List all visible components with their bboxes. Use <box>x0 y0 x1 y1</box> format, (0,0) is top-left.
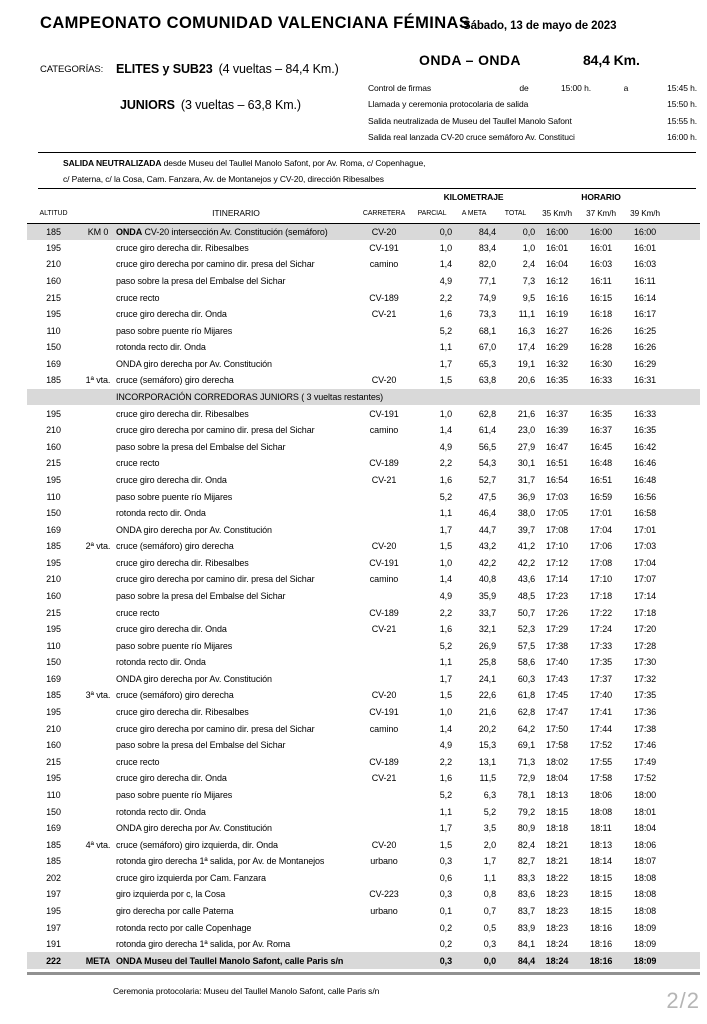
event-date: Sábado, 13 de mayo de 2023 <box>463 20 617 32</box>
itinerary-row: 191 rotonda giro derecha 1ª salida, por Av. Roma 0,2 0,3 84,1 18:24 18:16 18:09 <box>27 936 700 953</box>
schedule-row <box>365 113 697 129</box>
itinerary-row: 195 cruce giro derecha dir. Onda CV-21 1,6 52,7 31,7 16:54 16:51 16:48 <box>27 472 700 489</box>
schedule-label: Salida real lanzada CV-20 cruce semáforo Av. Constituci <box>368 132 575 143</box>
race-route: ONDA – ONDA <box>419 52 521 68</box>
note-line2: c/ Paterna, c/ la Cosa, Cam. Fanzara, Av. de Montanejos y CV-20, dirección Ribesalbes <box>63 173 384 184</box>
itinerary-cell: cruce giro derecha dir. Onda <box>116 474 227 485</box>
itinerary-cell: cruce giro derecha por camino dir. presa del Sichar <box>116 425 315 436</box>
itinerary-table <box>27 189 700 969</box>
itinerary-cell: paso sobre la presa del Embalse del Sichar <box>116 441 286 452</box>
itinerary-row: 195 cruce giro derecha dir. Ribesalbes CV-191 1,0 21,6 62,8 17:47 17:41 17:36 <box>27 704 700 721</box>
itinerary-row: 222 META ONDA Museu del Taullel Manolo Safont, calle Paris s/n 0,3 0,0 84,4 18:24 18:16 18:09 <box>27 952 700 969</box>
category-juniors <box>120 98 301 112</box>
itinerary-row: 185 2ª vta. cruce (semáforo) giro derecha CV-20 1,5 43,2 41,2 17:10 17:06 17:03 <box>27 538 700 555</box>
itinerary-row: 185 1ª vta. cruce (semáforo) giro derecha CV-20 1,5 63,8 20,6 16:35 16:33 16:31 <box>27 372 700 389</box>
itinerary-row: 210 cruce giro derecha por camino dir. presa del Sichar camino 1,4 82,0 2,4 16:04 16:03 16:03 <box>27 256 700 273</box>
ceremony-note: Ceremonia protocolaria: Museu del Taullel Manolo Safont, calle Paris s/n <box>113 986 380 996</box>
race-distance: 84,4 Km. <box>583 52 640 68</box>
itinerary-row: 210 cruce giro derecha por camino dir. presa del Sichar camino 1,4 20,2 64,2 17:50 17:44 17:38 <box>27 720 700 737</box>
itinerary-row: 202 cruce giro izquierda por Cam. Fanzara 0,6 1,1 83,3 18:22 18:15 18:08 <box>27 870 700 887</box>
group-kilometraje: KILOMETRAJE <box>443 191 504 202</box>
itinerary-cell: ONDA giro derecha por Av. Constitución <box>116 358 272 369</box>
itinerary-cell: cruce giro derecha dir. Onda <box>116 773 227 784</box>
col-parcial: PARCIAL <box>412 204 452 223</box>
itinerary-cell: cruce giro derecha dir. Ribesalbes <box>116 707 249 718</box>
itinerary-cell: rotonda recto dir. Onda <box>116 508 206 519</box>
category-elites-name: ELITES y SUB23 <box>116 62 213 76</box>
itinerary-cell: cruce (semáforo) giro derecha <box>116 541 234 552</box>
itinerary-cell: cruce giro derecha dir. Ribesalbes <box>116 242 249 253</box>
itinerary-cell: ONDA giro derecha por Av. Constitución <box>116 524 272 535</box>
schedule-de: de <box>519 83 529 94</box>
itinerary-cell: rotonda giro derecha 1ª salida, por Av. Roma <box>116 939 291 950</box>
schedule-start-time: 15:00 h. <box>561 83 591 94</box>
itinerary-cell: cruce recto <box>116 607 160 618</box>
itinerary-cell: cruce giro derecha dir. Onda <box>116 309 227 320</box>
itinerary-row: 169 ONDA giro derecha por Av. Constitución 1,7 44,7 39,7 17:08 17:04 17:01 <box>27 521 700 538</box>
schedule-label: Control de firmas <box>368 83 432 94</box>
itinerary-cell: cruce giro derecha dir. Ribesalbes <box>116 557 249 568</box>
itinerary-cell: cruce giro derecha por camino dir. presa del Sichar <box>116 574 315 585</box>
itinerary-cell: paso sobre puente río Mijares <box>116 491 233 502</box>
itinerary-cell: rotonda recto dir. Onda <box>116 657 206 668</box>
schedule-label: Llamada y ceremonia protocolaria de salida <box>368 99 529 110</box>
col-itinerario: ITINERARIO <box>116 204 356 223</box>
schedule-time: 15:45 h. <box>667 83 697 94</box>
itinerary-cell: rotonda giro derecha 1ª salida, por Av. de Montanejos <box>116 856 325 867</box>
itinerary-row: 195 cruce giro derecha dir. Ribesalbes CV-191 1,0 83,4 1,0 16:01 16:01 16:01 <box>27 240 700 257</box>
col-39kmh: 39 Km/h <box>623 204 667 223</box>
itinerary-row: 215 cruce recto CV-189 2,2 54,3 30,1 16:51 16:48 16:46 <box>27 455 700 472</box>
itinerary-cell: paso sobre puente río Mijares <box>116 325 233 336</box>
itinerary-row: 195 giro derecha por calle Paterna urbano 0,1 0,7 83,7 18:23 18:15 18:08 <box>27 903 700 920</box>
note-lead: SALIDA NEUTRALIZADA <box>63 158 162 168</box>
itinerary-row: 185 rotonda giro derecha 1ª salida, por Av. de Montanejos urbano 0,3 1,7 82,7 18:21 18:14 18:07 <box>27 853 700 870</box>
col-37kmh: 37 Km/h <box>579 204 623 223</box>
column-header-row <box>27 204 700 223</box>
divider-line <box>38 152 696 153</box>
itinerary-row: 160 paso sobre la presa del Embalse del Sichar 4,9 77,1 7,3 16:12 16:11 16:11 <box>27 273 700 290</box>
itinerary-row: 197 rotonda recto por calle Copenhage 0,2 0,5 83,9 18:23 18:16 18:09 <box>27 919 700 936</box>
itinerary-row: 169 ONDA giro derecha por Av. Constitución 1,7 3,5 80,9 18:18 18:11 18:04 <box>27 820 700 837</box>
itinerary-row: 150 rotonda recto dir. Onda 1,1 5,2 79,2 18:15 18:08 18:01 <box>27 803 700 820</box>
itinerary-row: 215 cruce recto CV-189 2,2 33,7 50,7 17:26 17:22 17:18 <box>27 604 700 621</box>
race-info-block <box>365 52 697 145</box>
itinerary-body <box>27 223 700 969</box>
itinerary-row: 185 3ª vta. cruce (semáforo) giro derecha CV-20 1,5 22,6 61,8 17:45 17:40 17:35 <box>27 687 700 704</box>
itinerary-cell: ONDA giro derecha por Av. Constitución <box>116 823 272 834</box>
itinerary-cell: paso sobre la presa del Embalse del Sichar <box>116 740 286 751</box>
section-label: INCORPORACIÓN CORREDORAS JUNIORS ( 3 vueltas restantes) <box>116 389 700 406</box>
schedule-row <box>365 80 697 96</box>
itinerary-cell: paso sobre puente río Mijares <box>116 640 233 651</box>
itinerary-cell: giro izquierda por c, la Cosa <box>116 889 226 900</box>
itinerary-cell: cruce giro derecha dir. Ribesalbes <box>116 408 249 419</box>
col-spacer <box>667 204 700 223</box>
itinerary-cell: paso sobre puente río Mijares <box>116 789 233 800</box>
section-row <box>27 389 700 406</box>
itinerary-row: 169 ONDA giro derecha por Av. Constitución 1,7 24,1 60,3 17:43 17:37 17:32 <box>27 671 700 688</box>
itinerary-row: 160 paso sobre la presa del Embalse del Sichar 4,9 56,5 27,9 16:47 16:45 16:42 <box>27 439 700 456</box>
category-juniors-detail: (3 vueltas – 63,8 Km.) <box>180 98 301 112</box>
itinerary-row: 110 paso sobre puente río Mijares 5,2 68,1 16,3 16:27 16:26 16:25 <box>27 322 700 339</box>
page-title: CAMPEONATO COMUNIDAD VALENCIANA FÉMINAS <box>40 14 471 32</box>
group-header-row <box>27 189 700 204</box>
itinerary-cell: ONDA giro derecha por Av. Constitución <box>116 673 272 684</box>
race-head <box>365 52 697 68</box>
itinerary-row: 195 cruce giro derecha dir. Onda CV-21 1,6 73,3 11,1 16:19 16:18 16:17 <box>27 306 700 323</box>
itinerary-row: 215 cruce recto CV-189 2,2 74,9 9,5 16:16 16:15 16:14 <box>27 289 700 306</box>
itinerary-row: 150 rotonda recto dir. Onda 1,1 46,4 38,0 17:05 17:01 16:58 <box>27 505 700 522</box>
category-elites-detail: (4 vueltas – 84,4 Km.) <box>218 62 339 76</box>
note-line1: desde Museu del Taullel Manolo Safont, por Av. Roma, c/ Copenhague, <box>161 158 426 168</box>
itinerary-row: 110 paso sobre puente río Mijares 5,2 26,9 57,5 17:38 17:33 17:28 <box>27 637 700 654</box>
schedule-row <box>365 96 697 112</box>
itinerary-row: 160 paso sobre la presa del Embalse del Sichar 4,9 15,3 69,1 17:58 17:52 17:46 <box>27 737 700 754</box>
itinerary-cell: rotonda recto por calle Copenhage <box>116 922 252 933</box>
schedule-time: 15:50 h. <box>667 99 697 110</box>
itinerary-cell: rotonda recto dir. Onda <box>116 342 206 353</box>
itinerary-row: 210 cruce giro derecha por camino dir. presa del Sichar camino 1,4 40,8 43,6 17:14 17:10 17:07 <box>27 571 700 588</box>
itinerary-row: 110 paso sobre puente río Mijares 5,2 6,3 78,1 18:13 18:06 18:00 <box>27 787 700 804</box>
itinerary-row: 210 cruce giro derecha por camino dir. presa del Sichar camino 1,4 61,4 23,0 16:39 16:37 16:35 <box>27 422 700 439</box>
schedule-time: 16:00 h. <box>667 132 697 143</box>
col-total: TOTAL <box>496 204 535 223</box>
itinerary-row: 185 KM 0 ONDA CV-20 intersección Av. Constitución (semáforo) CV-20 0,0 84,4 0,0 16:00 16:00 16:00 <box>27 223 700 240</box>
itinerary-cell: cruce giro derecha por camino dir. presa del Sichar <box>116 723 315 734</box>
neutralized-start-note <box>63 156 683 187</box>
page-number: 2/2 <box>666 988 700 1013</box>
itinerary-row: 150 rotonda recto dir. Onda 1,1 25,8 58,6 17:40 17:35 17:30 <box>27 654 700 671</box>
categories-block <box>40 60 370 112</box>
col-altitud: ALTITUD <box>27 204 80 223</box>
col-km <box>80 204 116 223</box>
itinerary-cell: giro derecha por calle Paterna <box>116 905 234 916</box>
itinerary-cell: cruce recto <box>116 756 160 767</box>
itinerary-row: 215 cruce recto CV-189 2,2 13,1 71,3 18:02 17:55 17:49 <box>27 754 700 771</box>
itinerary-cell: cruce giro izquierda por Cam. Fanzara <box>116 872 266 883</box>
col-a-meta: A META <box>452 204 496 223</box>
col-35kmh: 35 Km/h <box>535 204 579 223</box>
group-horario: HORARIO <box>581 191 621 202</box>
itinerary-cell: ONDA CV-20 intersección Av. Constitución (semáforo) <box>116 223 356 240</box>
schedule-row <box>365 129 697 145</box>
itinerary-cell: cruce giro derecha por camino dir. presa del Sichar <box>116 259 315 270</box>
schedule-time: 15:55 h. <box>667 115 697 126</box>
itinerary-cell: cruce recto <box>116 292 160 303</box>
itinerary-cell: ONDA Museu del Taullel Manolo Safont, calle Paris s/n <box>116 952 356 969</box>
itinerary-row: 169 ONDA giro derecha por Av. Constitución 1,7 65,3 19,1 16:32 16:30 16:29 <box>27 356 700 373</box>
itinerary-row: 195 cruce giro derecha dir. Onda CV-21 1,6 32,1 52,3 17:29 17:24 17:20 <box>27 621 700 638</box>
table-end-line <box>27 972 700 975</box>
itinerary-row: 195 cruce giro derecha dir. Ribesalbes CV-191 1,0 62,8 21,6 16:37 16:35 16:33 <box>27 405 700 422</box>
categories-label: CATEGORÍAS: <box>40 64 104 75</box>
itinerary-cell: cruce (semáforo) giro izquierda, dir. Onda <box>116 839 278 850</box>
itinerary-cell: cruce recto <box>116 458 160 469</box>
itinerary-row: 150 rotonda recto dir. Onda 1,1 67,0 17,4 16:29 16:28 16:26 <box>27 339 700 356</box>
schedule-a: a <box>623 83 629 94</box>
itinerary-row: 110 paso sobre puente río Mijares 5,2 47,5 36,9 17:03 16:59 16:56 <box>27 488 700 505</box>
itinerary-cell: cruce (semáforo) giro derecha <box>116 690 234 701</box>
itinerary-row: 197 giro izquierda por c, la Cosa CV-223 0,3 0,8 83,6 18:23 18:15 18:08 <box>27 886 700 903</box>
itinerary-cell: cruce (semáforo) giro derecha <box>116 375 234 386</box>
itinerary-row: 160 paso sobre la presa del Embalse del Sichar 4,9 35,9 48,5 17:23 17:18 17:14 <box>27 588 700 605</box>
itinerary-cell: rotonda recto dir. Onda <box>116 806 206 817</box>
itinerary-cell: paso sobre la presa del Embalse del Sichar <box>116 591 286 601</box>
col-carretera: CARRETERA <box>356 204 412 223</box>
schedule-label: Salida neutralizada de Museu del Taullel Manolo Safont <box>368 115 572 126</box>
itinerary-row: 195 cruce giro derecha dir. Onda CV-21 1,6 11,5 72,9 18:04 17:58 17:52 <box>27 770 700 787</box>
itinerary-cell: paso sobre la presa del Embalse del Sichar <box>116 276 286 287</box>
itinerary-row: 195 cruce giro derecha dir. Ribesalbes CV-191 1,0 42,2 42,2 17:12 17:08 17:04 <box>27 555 700 572</box>
category-elites <box>116 62 339 76</box>
itinerary-row: 185 4ª vta. cruce (semáforo) giro izquierda, dir. Onda CV-20 1,5 2,0 82,4 18:21 18:13 18:06 <box>27 836 700 853</box>
category-juniors-name: JUNIORS <box>120 98 175 112</box>
itinerary-cell: cruce giro derecha dir. Onda <box>116 624 227 635</box>
